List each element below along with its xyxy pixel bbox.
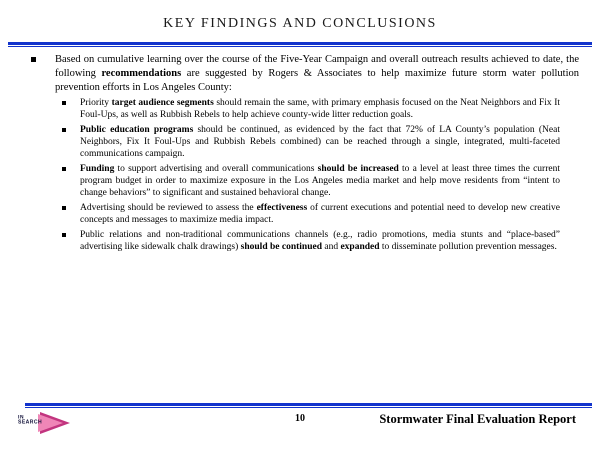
square-bullet-icon: [62, 206, 66, 210]
header-divider-thin-line: [8, 46, 592, 47]
sub-bullet-text: Priority target audience segments should remain the same, with primary emphasis focused on the Neat Neighbors and Fix It Foul-Ups, as well as Rubbish Rebels to help achieve county-wide litter reduction goals.: [80, 98, 560, 120]
sub-bullet-item: [62, 202, 560, 226]
main-bullet-text: Based on cumulative learning over the course of the Five-Year Campaign and overall outreach results achieved to date, the following recommendations are suggested by Rogers & Associates to help maximize future storm water pollution prevention efforts in Los Angeles County:: [55, 54, 579, 93]
footer-divider-thick-line: [25, 403, 592, 406]
logo-text-line1: IN: [18, 415, 24, 421]
page-title: KEY FINDINGS AND CONCLUSIONS: [163, 16, 437, 31]
sub-bullet-item: [62, 229, 560, 253]
sub-bullet-text: Advertising should be reviewed to assess the effectiveness of current executions and potential need to develop new creative concepts and messages to maximize media impact.: [80, 203, 560, 225]
square-bullet-icon: [62, 167, 66, 171]
sub-bullet-item: [62, 97, 560, 121]
footer-divider: [25, 403, 592, 408]
square-bullet-icon: [62, 101, 66, 105]
sub-bullet-list: [62, 97, 560, 256]
square-bullet-icon: [62, 128, 66, 132]
sub-bullet-text: Funding to support advertising and overall communications should be increased to a level at least three times the current program budget in order to maximize exposure in the Los Angeles media market and help move residents from “intent to change behaviors” to significant and sustained behavioral change.: [80, 164, 560, 198]
sub-bullet-item: [62, 163, 560, 199]
header-divider-thick-line: [8, 42, 592, 45]
sub-bullet-item: [62, 124, 560, 160]
header-divider: [8, 42, 592, 47]
main-bullet: [31, 53, 579, 95]
square-bullet-icon: [62, 233, 66, 237]
report-title: Stormwater Final Evaluation Report: [379, 412, 576, 426]
footer-divider-thin-line: [25, 407, 592, 408]
sub-bullet-text: Public relations and non-traditional communications channels (e.g., radio promotions, media stunts and “place-based” advertising like sidewalk chalk drawings) should be continued and expanded to disseminate pollution prevention messages.: [80, 230, 560, 252]
logo-text-line2: SEARCH: [18, 420, 43, 426]
sub-bullet-text: Public education programs should be continued, as evidenced by the fact that 72% of LA County’s population (Neat Neighbors, Fix It Foul-Ups and Rubbish Rebels combined) can be reached through a single, integrated, multi-faceted communications campaign.: [80, 125, 560, 159]
page-number: 10: [295, 413, 305, 424]
square-bullet-icon: [31, 57, 36, 62]
